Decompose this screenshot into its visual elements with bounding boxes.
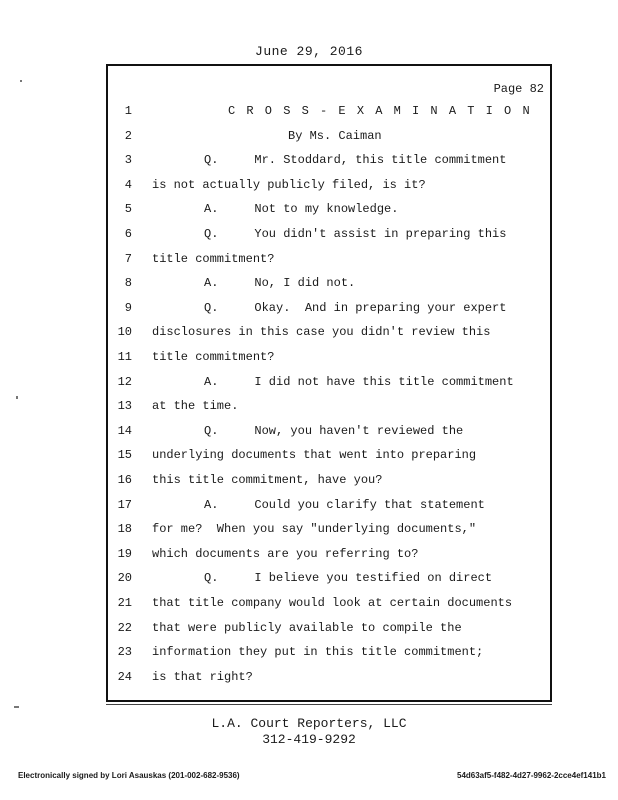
reporter-phone: 312-419-9292 [262, 732, 356, 747]
line-number: 19 [117, 547, 132, 561]
line-number: 4 [124, 178, 132, 192]
scan-speck [20, 80, 22, 82]
line-number: 16 [117, 473, 132, 487]
line-number: 21 [117, 596, 132, 610]
transcript-line: By Ms. Caiman [288, 129, 382, 143]
line-number: 23 [117, 645, 132, 659]
transcript-line: title commitment? [152, 252, 275, 266]
line-number: 5 [124, 202, 132, 216]
transcript-line: this title commitment, have you? [152, 473, 383, 487]
transcript-line: Q. Okay. And in preparing your expert [204, 301, 507, 315]
line-number: 18 [117, 522, 132, 536]
transcript-line: underlying documents that went into preparing [152, 448, 477, 462]
transcript-line: A. Could you clarify that statement [204, 498, 485, 512]
transcript-line: C R O S S - E X A M I N A T I O N [228, 104, 532, 118]
line-number: 12 [117, 375, 132, 389]
document-hash: 54d63af5-f482-4d27-9962-2cce4ef141b1 [457, 771, 606, 780]
transcript-line: that title company would look at certain documents [152, 596, 513, 610]
line-number: 2 [124, 129, 132, 143]
transcript-line: for me? When you say "underlying documents," [152, 522, 477, 536]
scan-speck [14, 706, 19, 708]
e-signature-text: Electronically signed by Lori Asauskas (201-002-682-9536) [18, 771, 240, 780]
transcript-line: disclosures in this case you didn't review this [152, 325, 491, 339]
transcript-date: June 29, 2016 [255, 44, 363, 59]
frame-bottom-rule [106, 704, 552, 705]
line-number: 6 [124, 227, 132, 241]
line-number: 9 [124, 301, 132, 315]
line-number: 3 [124, 153, 132, 167]
transcript-line: A. No, I did not. [204, 276, 356, 290]
line-number: 24 [117, 670, 132, 684]
transcript-line: A. I did not have this title commitment [204, 375, 514, 389]
transcript-line: Q. Mr. Stoddard, this title commitment [204, 153, 507, 167]
line-number: 14 [117, 424, 132, 438]
transcript-line: that were publicly available to compile the [152, 621, 462, 635]
transcript-line: A. Not to my knowledge. [204, 202, 399, 216]
line-number: 15 [117, 448, 132, 462]
page-number: Page 82 [493, 82, 544, 96]
transcript-line: Q. You didn't assist in preparing this [204, 227, 507, 241]
reporter-company: L.A. Court Reporters, LLC [211, 716, 407, 731]
transcript-line: title commitment? [152, 350, 275, 364]
transcript-line: is not actually publicly filed, is it? [152, 178, 426, 192]
line-number: 8 [124, 276, 132, 290]
transcript-line: Q. Now, you haven't reviewed the [204, 424, 464, 438]
line-number: 20 [117, 571, 132, 585]
scan-speck [16, 396, 18, 399]
transcript-line: information they put in this title commitment; [152, 645, 484, 659]
line-number: 17 [117, 498, 132, 512]
transcript-line: which documents are you referring to? [152, 547, 419, 561]
line-number: 10 [117, 325, 132, 339]
transcript-line: is that right? [152, 670, 253, 684]
line-number: 1 [124, 104, 132, 118]
line-number: 13 [117, 399, 132, 413]
transcript-line: at the time. [152, 399, 239, 413]
line-number: 11 [117, 350, 132, 364]
line-number: 7 [124, 252, 132, 266]
transcript-line: Q. I believe you testified on direct [204, 571, 493, 585]
line-number: 22 [117, 621, 132, 635]
